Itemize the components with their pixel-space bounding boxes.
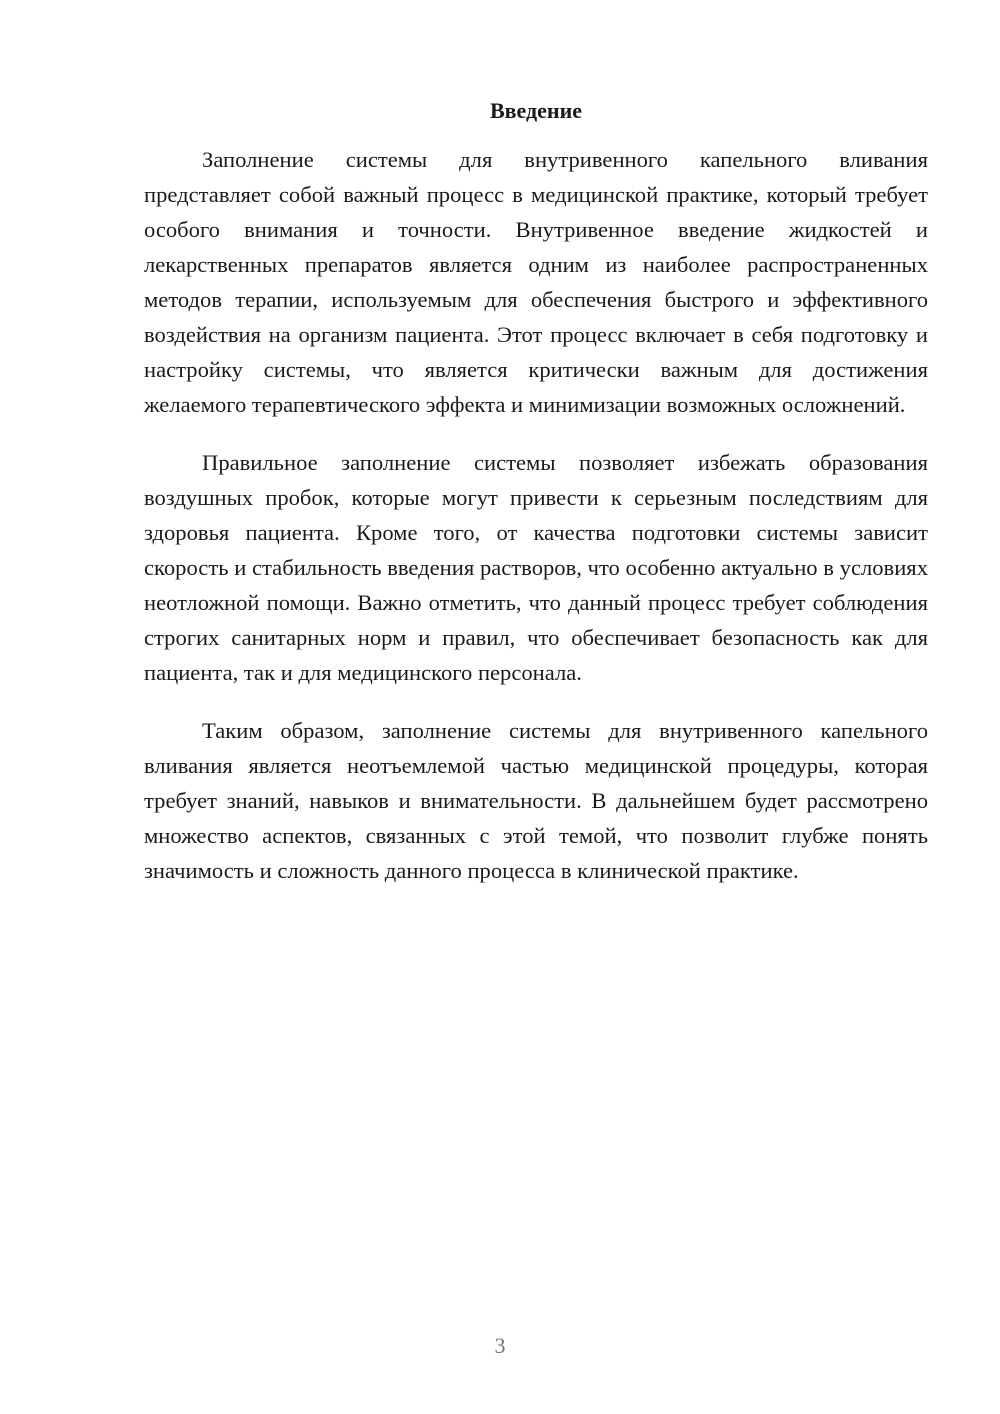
page-content: [144, 96, 928, 911]
section-heading: Введение: [489, 98, 583, 123]
paragraph-1: Заполнение системы для внутривенного капельного вливания представляет собой важный процесс в медицинской практике, который требует особого внимания и точности. Внутривенное введение жидкостей и лекарственных препаратов является одним из наиболее распространенных методов терапии, используемым для обеспечения быстрого и эффективного воздействия на организм пациента. Этот процесс включает в себя подготовку и настройку системы, что является критически важным для достижения желаемого терапевтического эффекта и минимизации возможных осложнений.: [144, 147, 928, 417]
paragraph-3: Таким образом, заполнение системы для внутривенного капельного вливания является неотъемлемой частью медицинской процедуры, которая требует знаний, навыков и внимательности. В дальнейшем будет рассмотрено множество аспектов, связанных с этой темой, что позволит глубже понять значимость и сложность данного процесса в клинической практике.: [144, 718, 928, 883]
page-number: 3: [494, 1333, 506, 1358]
paragraph-2: Правильное заполнение системы позволяет избежать образования воздушных пробок, которые могут привести к серьезным последствиям для здоровья пациента. Кроме того, от качества подготовки системы зависит скорость и стабильность введения растворов, что особенно актуально в условиях неотложной помощи. Важно отметить, что данный процесс требует соблюдения строгих санитарных норм и правил, что обеспечивает безопасность как для пациента, так и для медицинского персонала.: [144, 450, 928, 685]
